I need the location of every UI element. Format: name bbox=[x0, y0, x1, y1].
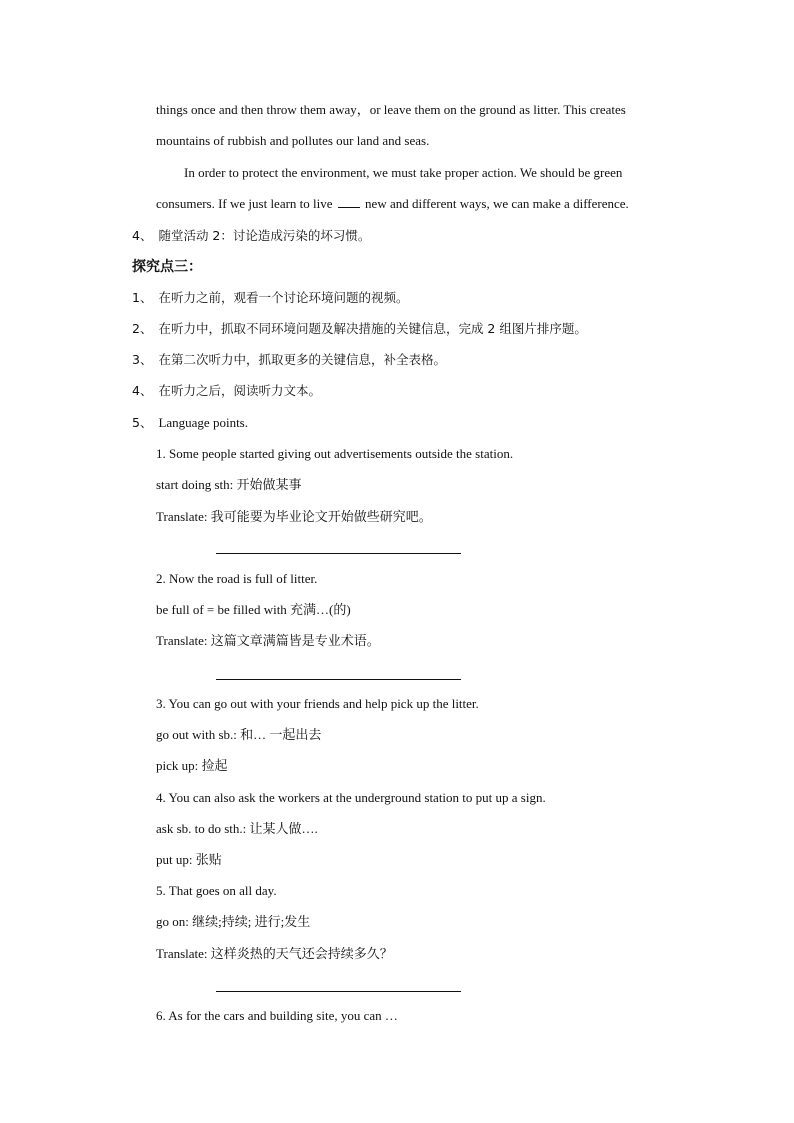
point-4: 4. You can also ask the workers at the underground station to put up a sign. bbox=[156, 790, 546, 805]
point-2: 2. Now the road is full of litter. bbox=[156, 571, 318, 586]
point-6: 6. As for the cars and building site, you can … bbox=[156, 1008, 398, 1023]
point-5-phrase: go on: 继续;持续; 进行;发生 bbox=[156, 914, 311, 929]
point-3-phrase: go out with sb.: 和… 一起出去 bbox=[156, 727, 322, 742]
item-number: 2、 bbox=[132, 321, 153, 336]
item-number: 1、 bbox=[132, 290, 153, 305]
point-4-phrase-2: put up: 张贴 bbox=[156, 852, 222, 867]
item-text: Language points. bbox=[158, 415, 248, 430]
item-text: 在听力中，抓取不同环境问题及解决措施的关键信息，完成 2 组图片排序题。 bbox=[158, 321, 587, 336]
section-item-4 bbox=[132, 382, 321, 400]
point-4-phrase: ask sb. to do sth.: 让某人做…. bbox=[156, 821, 318, 836]
passage-line-1: things once and then throw them away，or leave them on the ground as litter. This creates bbox=[156, 102, 626, 117]
answer-line-3[interactable] bbox=[216, 991, 461, 992]
passage-line-3: In order to protect the environment, we must take proper action. We should be green bbox=[184, 165, 623, 180]
activity-item-4 bbox=[132, 227, 370, 245]
item-number: 4、 bbox=[132, 228, 153, 243]
item-text: 在听力之前，观看一个讨论环境问题的视频。 bbox=[158, 290, 409, 305]
point-5: 5. That goes on all day. bbox=[156, 883, 277, 898]
point-1-translate: Translate: 我可能要为毕业论文开始做些研究吧。 bbox=[156, 509, 432, 524]
answer-line-2[interactable] bbox=[216, 679, 461, 680]
point-2-phrase: be full of = be filled with 充满…(的) bbox=[156, 602, 351, 617]
section-item-3 bbox=[132, 351, 446, 369]
passage-line-4 bbox=[156, 195, 629, 213]
point-1-phrase: start doing sth: 开始做某事 bbox=[156, 477, 302, 492]
point-1: 1. Some people started giving out advertisements outside the station. bbox=[156, 446, 514, 461]
passage-line-4-end: new and different ways, we can make a difference. bbox=[365, 196, 629, 211]
passage-line-2: mountains of rubbish and pollutes our land and seas. bbox=[156, 133, 430, 148]
point-3: 3. You can go out with your friends and help pick up the litter. bbox=[156, 696, 479, 711]
item-number: 3、 bbox=[132, 352, 153, 367]
answer-line-1[interactable] bbox=[216, 553, 461, 554]
section-item-5 bbox=[132, 414, 248, 432]
passage-line-4-start: consumers. If we just learn to live bbox=[156, 196, 333, 211]
item-number: 4、 bbox=[132, 383, 153, 398]
point-2-translate: Translate: 这篇文章满篇皆是专业术语。 bbox=[156, 633, 380, 648]
fill-blank[interactable] bbox=[338, 195, 360, 208]
item-text: 随堂活动 2：讨论造成污染的坏习惯。 bbox=[158, 228, 371, 243]
item-text: 在听力之后，阅读听力文本。 bbox=[158, 383, 321, 398]
point-5-translate: Translate: 这样炎热的天气还会持续多久？ bbox=[156, 946, 393, 961]
section-item-2 bbox=[132, 320, 587, 338]
item-text: 在第二次听力中，抓取更多的关键信息，补全表格。 bbox=[158, 352, 446, 367]
item-number: 5、 bbox=[132, 415, 153, 430]
point-3-phrase-2: pick up: 捡起 bbox=[156, 758, 228, 773]
section-item-1 bbox=[132, 289, 408, 307]
section-heading: 探究点三： bbox=[132, 259, 202, 275]
